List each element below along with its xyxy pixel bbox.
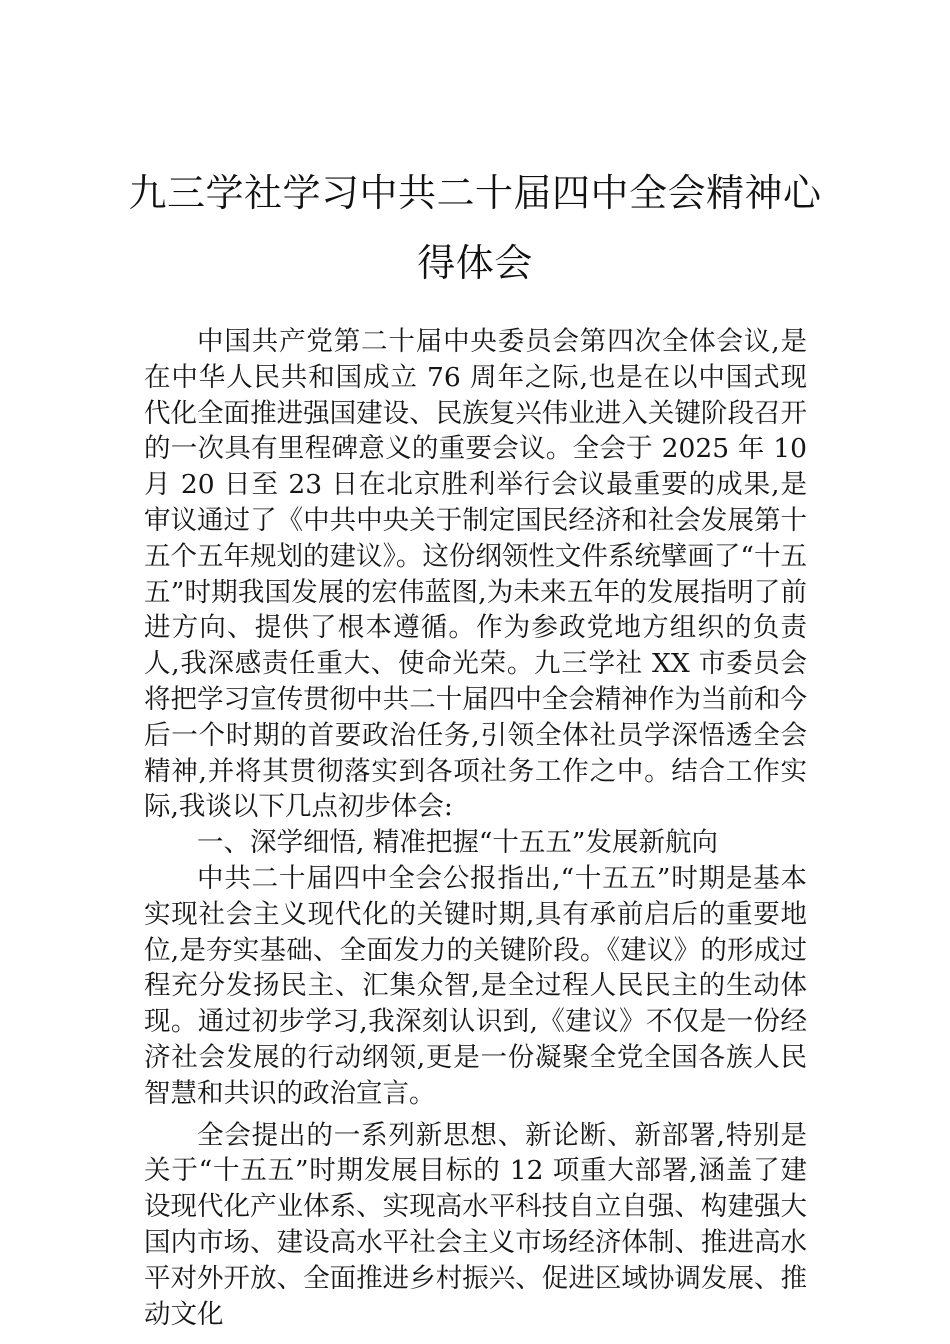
- paragraph-intro: 中国共产党第二十届中央委员会第四次全体会议,是在中华人民共和国成立 76 周年之际,也是在以中国式现代化全面推进强国建设、民族复兴伟业进入关键阶段召开的一次具有里程碑意义的重要会议。全会于 2025 年 10 月 20 日至 23 日在北京胜利举行会议最重要的成果,是审议通过了《中共中央关于制定国民经济和社会发展第十五个五年规划的建议》。这份纲领性文件系统擘画了“十五五”时期我国发展的宏伟蓝图,为未来五年的发展指明了前进方向、提供了根本遵循。作为参政党地方组织的负责人,我深感责任重大、使命光荣。九三学社 XX 市委员会将把学习宣传贯彻中共二十届四中全会精神作为当前和今后一个时期的首要政治任务,引领全体社员学深悟透全会精神,并将其贯彻落实到各项社务工作之中。结合工作实际,我谈以下几点初步体会:: [144, 326, 807, 823]
- paragraph-section-1-continued: 全会提出的一系列新思想、新论断、新部署,特别是关于“十五五”时期发展目标的 12 项重大部署,涵盖了建设现代化产业体系、实现高水平科技自立自强、构建强大国内市场、建设高水平社会主义市场经济体制、推进高水平对外开放、全面推进乡村振兴、促进区域协调发展、推动文化: [144, 1119, 807, 1330]
- paragraph-section-1: 中共二十届四中全会公报指出,“十五五”时期是基本实现社会主义现代化的关键时期,具有承前启后的重要地位,是夯实基础、全面发力的关键阶段。《建议》的形成过程充分发扬民主、汇集众智,是全过程人民民主的生动体现。通过初步学习,我深刻认识到,《建议》不仅是一份经济社会发展的行动纲领,更是一份凝聚全党全国各族人民智慧和共识的政治宣言。: [144, 862, 807, 1109]
- document-title: [100, 158, 850, 298]
- title-line-2: 得体会: [417, 241, 533, 285]
- document-body: [144, 324, 807, 1332]
- title-line-1: 九三学社学习中共二十届四中全会精神心: [128, 171, 822, 215]
- section-heading-1: 一、深学细悟, 精准把握“十五五”发展新航向: [197, 827, 718, 859]
